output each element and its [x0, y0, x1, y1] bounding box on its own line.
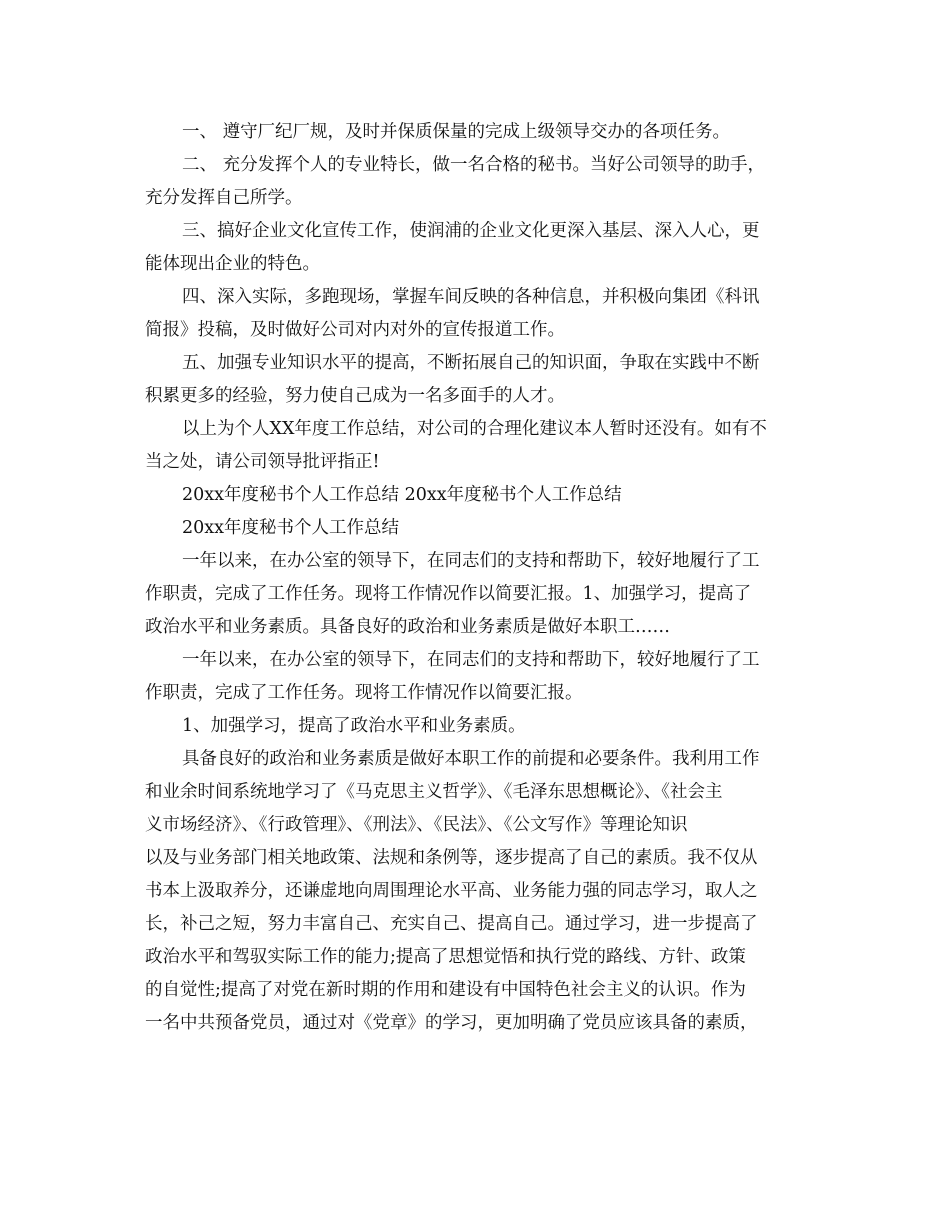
paragraph-line: 三、搞好企业文化宣传工作，使润浦的企业文化更深入基层、深入人心，更 [182, 221, 760, 241]
section-heading-line: 20xx年度秘书个人工作总结 20xx年度秘书个人工作总结 [182, 485, 622, 505]
paragraph-line: 以及与业务部门相关地政策、法规和条例等，逐步提高了自己的素质。我不仅从 [145, 848, 758, 868]
paragraph-line: 作职责，完成了工作任务。现将工作情况作以简要汇报。 [145, 683, 583, 703]
paragraph-line: 政治水平和驾驭实际工作的能力;提高了思想觉悟和执行党的路线、方针、政策 [145, 947, 746, 967]
document-body [145, 116, 810, 1040]
paragraph-line: 具备良好的政治和业务素质是做好本职工作的前提和必要条件。我利用工作 [182, 749, 760, 769]
paragraph-line: 的自觉性;提高了对党在新时期的作用和建设有中国特色社会主义的认识。作为 [145, 980, 746, 1000]
paragraph-line: 以上为个人XX年度工作总结，对公司的合理化建议本人暂时还没有。如有不 [182, 419, 767, 439]
section-heading-line: 20xx年度秘书个人工作总结 [182, 518, 400, 538]
paragraph-line: 充分发挥自己所学。 [145, 188, 303, 208]
paragraph-line: 书本上汲取养分，还谦虚地向周围理论水平高、业务能力强的同志学习，取人之 [145, 881, 758, 901]
paragraph-line: 五、加强专业知识水平的提高，不断拓展自己的知识面，争取在实践中不断 [182, 353, 760, 373]
paragraph-line: 长，补己之短，努力丰富自己、充实自己、提高自己。通过学习，进一步提高了 [145, 914, 758, 934]
paragraph-line: 1、加强学习，提高了政治水平和业务素质。 [182, 716, 526, 736]
paragraph-line: 积累更多的经验，努力使自己成为一名多面手的人才。 [145, 386, 565, 406]
paragraph-line: 和业余时间系统地学习了《马克思主义哲学》、《毛泽东思想概论》、《社会主 [145, 782, 723, 802]
paragraph-line: 政治水平和业务素质。具备良好的政治和业务素质是做好本职工…… [145, 617, 670, 637]
paragraph-line: 一、 遵守厂纪厂规，及时并保质保量的完成上级领导交办的各项任务。 [182, 122, 731, 142]
paragraph-line: 四、深入实际，多跑现场，掌握车间反映的各种信息，并积极向集团《科讯 [182, 287, 760, 307]
paragraph-line: 作职责，完成了工作任务。现将工作情况作以简要汇报。1、加强学习，提高了 [145, 584, 752, 604]
paragraph-line: 义市场经济》、《行政管理》、《刑法》、《民法》、《公文写作》等理论知识 [145, 815, 688, 835]
paragraph-line: 当之处，请公司领导批评指正! [145, 452, 380, 472]
paragraph-line: 一年以来，在办公室的领导下，在同志们的支持和帮助下，较好地履行了工 [182, 551, 760, 571]
paragraph-line: 能体现出企业的特色。 [145, 254, 320, 274]
paragraph-line: 一名中共预备党员，通过对《党章》的学习，更加明确了党员应该具备的素质， [145, 1013, 758, 1033]
paragraph-line: 一年以来，在办公室的领导下，在同志们的支持和帮助下，较好地履行了工 [182, 650, 760, 670]
paragraph-line: 二、 充分发挥个人的专业特长，做一名合格的秘书。当好公司领导的助手， [182, 155, 766, 175]
paragraph-line: 简报》投稿，及时做好公司对内对外的宣传报道工作。 [145, 320, 565, 340]
